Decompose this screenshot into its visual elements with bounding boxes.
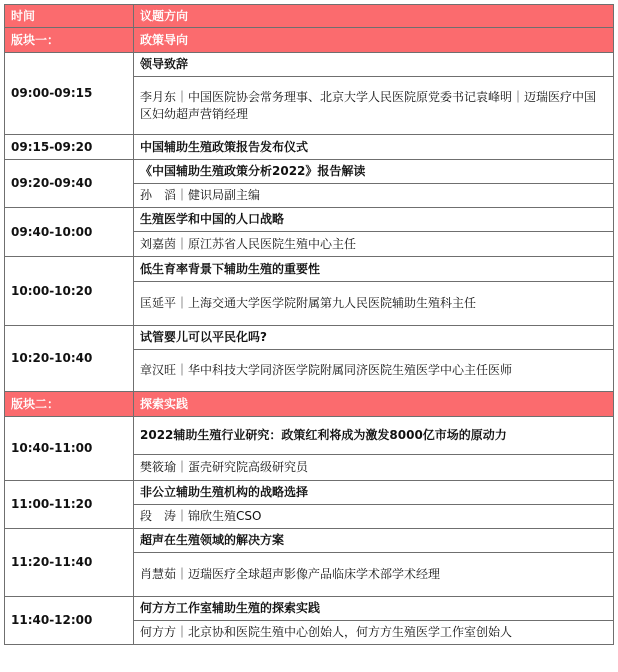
topic-cell: 《中国辅助生殖政策分析2022》报告解读	[134, 160, 614, 184]
agenda-row	[5, 417, 614, 455]
topic-cell: 何方方工作室辅助生殖的探索实践	[134, 597, 614, 621]
section-label: 版块二：	[5, 392, 134, 417]
agenda-row	[5, 597, 614, 621]
agenda-row	[5, 529, 614, 553]
time-cell: 10:00-10:20	[5, 257, 134, 326]
time-cell: 09:20-09:40	[5, 160, 134, 208]
header-topic: 议题方向	[134, 5, 614, 28]
speaker-cell: 刘嘉茵｜原江苏省人民医院生殖中心主任	[134, 232, 614, 257]
time-cell: 10:20-10:40	[5, 326, 134, 392]
speaker-cell: 匡延平｜上海交通大学医学院附属第九人民医院辅助生殖科主任	[134, 282, 614, 326]
section-row	[5, 392, 614, 417]
agenda-row	[5, 257, 614, 282]
speaker-cell: 李月东｜中国医院协会常务理事、北京大学人民医院原党委书记袁峰明｜迈瑞医疗中国区妇幼超声营销经理	[134, 77, 614, 135]
section-label: 版块一：	[5, 28, 134, 53]
topic-cell: 超声在生殖领域的解决方案	[134, 529, 614, 553]
section-title: 政策导向	[134, 28, 614, 53]
topic-cell: 中国辅助生殖政策报告发布仪式	[134, 135, 614, 160]
agenda-row	[5, 135, 614, 160]
time-cell: 11:20-11:40	[5, 529, 134, 597]
topic-cell: 非公立辅助生殖机构的战略选择	[134, 481, 614, 505]
topic-cell: 试管婴儿可以平民化吗?	[134, 326, 614, 350]
header-row	[5, 5, 614, 28]
time-cell: 10:40-11:00	[5, 417, 134, 481]
time-cell: 11:40-12:00	[5, 597, 134, 645]
speaker-cell: 章汉旺｜华中科技大学同济医学院附属同济医院生殖医学中心主任医师	[134, 350, 614, 392]
topic-cell: 领导致辞	[134, 53, 614, 77]
agenda-table	[4, 4, 614, 645]
topic-cell: 低生育率背景下辅助生殖的重要性	[134, 257, 614, 282]
speaker-cell: 肖慧茹｜迈瑞医疗全球超声影像产品临床学术部学术经理	[134, 553, 614, 597]
time-cell: 11:00-11:20	[5, 481, 134, 529]
section-row	[5, 28, 614, 53]
time-cell: 09:40-10:00	[5, 208, 134, 257]
topic-cell: 2022辅助生殖行业研究：政策红利将成为激发8000亿市场的原动力	[134, 417, 614, 455]
agenda-row	[5, 160, 614, 184]
time-cell: 09:15-09:20	[5, 135, 134, 160]
agenda-row	[5, 481, 614, 505]
agenda-row	[5, 53, 614, 77]
header-time: 时间	[5, 5, 134, 28]
section-title: 探索实践	[134, 392, 614, 417]
agenda-row	[5, 208, 614, 232]
time-cell: 09:00-09:15	[5, 53, 134, 135]
speaker-cell: 樊筱瑜｜蛋壳研究院高级研究员	[134, 455, 614, 481]
speaker-cell: 何方方｜北京协和医院生殖中心创始人，何方方生殖医学工作室创始人	[134, 621, 614, 645]
topic-cell: 生殖医学和中国的人口战略	[134, 208, 614, 232]
speaker-cell: 段 涛｜锦欣生殖CSO	[134, 505, 614, 529]
speaker-cell: 孙 滔｜健识局副主编	[134, 184, 614, 208]
agenda-row	[5, 326, 614, 350]
